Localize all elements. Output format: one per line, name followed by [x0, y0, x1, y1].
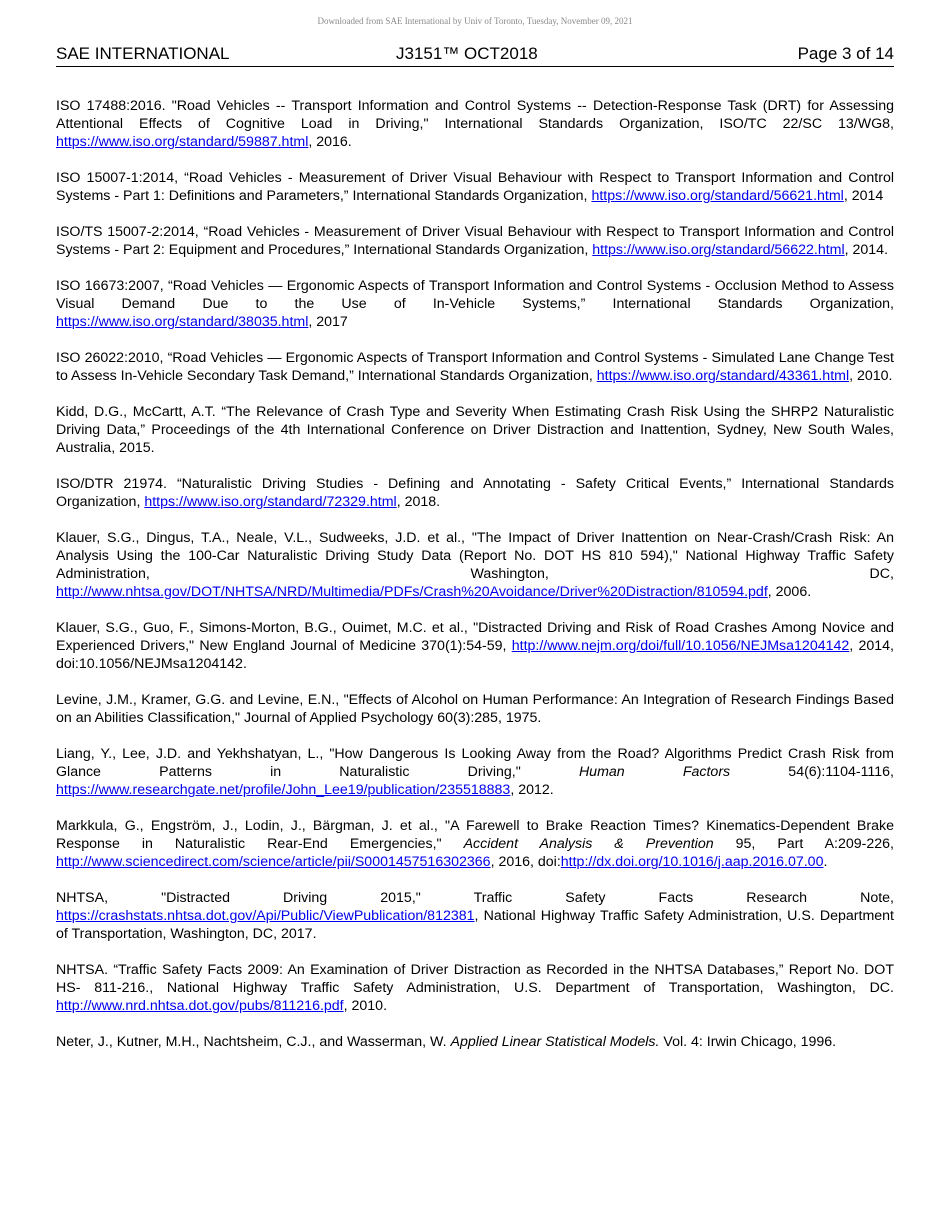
reference-link[interactable]: http://www.sciencedirect.com/science/article/pii/S0001457516302366 — [56, 854, 491, 870]
reference-item: Klauer, S.G., Dingus, T.A., Neale, V.L., Sudweeks, J.D. et al., "The Impact of Driver Inattention on Near-Crash/Crash Risk: An Analysis Using the 100-Car Naturalistic Driving Study Data (Report No. DOT HS 810 594)," National Highway Traffic Safety Administration, Washington, DC, http://www.nhtsa.gov/DOT/NHTSA/NRD/Multimedia/PDFs/Crash%20Avoidance/Driver%20Distraction/810594.pdf, 2006. — [56, 530, 894, 600]
reference-item: ISO 26022:2010, “Road Vehicles — Ergonomic Aspects of Transport Information and Control Systems - Simulated Lane Change Test to Assess In-Vehicle Secondary Task Demand,” International Standards Organization, https://www.iso.org/standard/43361.html, 2010. — [56, 350, 894, 384]
reference-link[interactable]: https://www.iso.org/standard/56621.html — [591, 188, 844, 204]
reference-link[interactable]: https://www.iso.org/standard/43361.html — [596, 368, 850, 384]
doi-link[interactable]: http://dx.doi.org/10.1016/j.aap.2016.07.00 — [560, 854, 824, 870]
reference-link[interactable]: https://www.researchgate.net/profile/John_Lee19/publication/235518883 — [56, 782, 511, 798]
reference-item: ISO 15007-1:2014, “Road Vehicles - Measurement of Driver Visual Behaviour with Respect to Transport Information and Control Systems - Part 1: Definitions and Parameters,” International Standards Organization, https://www.iso.org/standard/56621.html, 2014 — [56, 170, 894, 204]
reference-item: NHTSA, "Distracted Driving 2015," Traffic Safety Facts Research Note, https://crashstats.nhtsa.dot.gov/Api/Public/ViewPublication/812381, National Highway Traffic Safety Administration, U.S. Department of Transportation, Washington, DC, 2017. — [56, 890, 894, 942]
reference-link[interactable]: https://www.iso.org/standard/38035.html — [56, 314, 309, 330]
reference-link[interactable]: https://www.iso.org/standard/72329.html — [144, 494, 397, 510]
reference-link[interactable]: https://crashstats.nhtsa.dot.gov/Api/Public/ViewPublication/812381 — [56, 908, 475, 924]
reference-item: ISO/DTR 21974. “Naturalistic Driving Studies - Defining and Annotating - Safety Critical Events,” International Standards Organization, https://www.iso.org/standard/72329.html, 2018. — [56, 476, 894, 510]
header-doc-id: J3151™ OCT2018 — [396, 44, 538, 63]
reference-item: ISO 17488:2016. "Road Vehicles -- Transport Information and Control Systems -- Detection-Response Task (DRT) for Assessing Attentional Effects of Cognitive Load in Driving," International Standards Organization, ISO/TC 22/SC 13/WG8, https://www.iso.org/standard/59887.html, 2016. — [56, 98, 894, 150]
reference-item: Klauer, S.G., Guo, F., Simons-Morton, B.G., Ouimet, M.C. et al., "Distracted Driving and Risk of Road Crashes Among Novice and Experienced Drivers," New England Journal of Medicine 370(1):54-59, http://www.nejm.org/doi/full/10.1056/NEJMsa1204142, 2014, doi:10.1056/NEJMsa1204142. — [56, 620, 894, 672]
header-org: SAE INTERNATIONAL — [56, 44, 230, 63]
header-page-number: Page 3 of 14 — [797, 44, 894, 63]
reference-link[interactable]: https://www.iso.org/standard/59887.html — [56, 134, 309, 150]
reference-item: NHTSA. “Traffic Safety Facts 2009: An Examination of Driver Distraction as Recorded in the NHTSA Databases,” Report No. DOT HS- 811-216., National Highway Traffic Safety Administration, U.S. Department of Transportation, Washington, DC. http://www.nrd.nhtsa.dot.gov/pubs/811216.pdf, 2010. — [56, 962, 894, 1014]
reference-item: ISO 16673:2007, “Road Vehicles — Ergonomic Aspects of Transport Information and Control Systems - Occlusion Method to Assess Visual Demand Due to the Use of In-Vehicle Systems,” International Standards Organization, https://www.iso.org/standard/38035.html, 2017 — [56, 278, 894, 330]
reference-link[interactable]: http://www.nrd.nhtsa.dot.gov/pubs/811216.pdf — [56, 998, 344, 1014]
reference-item: Levine, J.M., Kramer, G.G. and Levine, E.N., "Effects of Alcohol on Human Performance: An Integration of Research Findings Based on an Abilities Classification," Journal of Applied Psychology 60(3):285, 1975. — [56, 692, 894, 726]
download-watermark: Downloaded from SAE International by Univ of Toronto, Tuesday, November 09, 2021 — [317, 16, 633, 26]
reference-list — [56, 97, 894, 1069]
reference-item: Liang, Y., Lee, J.D. and Yekhshatyan, L., "How Dangerous Is Looking Away from the Road? Algorithms Predict Crash Risk from Glance Patterns in Naturalistic Driving," Human Factors 54(6):1104-1116, https://www.researchgate.net/profile/John_Lee19/publication/235518883, 2012. — [56, 746, 894, 798]
reference-link[interactable]: https://www.iso.org/standard/56622.html — [592, 242, 845, 258]
reference-item: Neter, J., Kutner, M.H., Nachtsheim, C.J., and Wasserman, W. Applied Linear Statistical Models. Vol. 4: Irwin Chicago, 1996. — [56, 1034, 837, 1050]
reference-link[interactable]: http://www.nejm.org/doi/full/10.1056/NEJMsa1204142 — [511, 638, 850, 654]
reference-link[interactable]: http://www.nhtsa.gov/DOT/NHTSA/NRD/Multimedia/PDFs/Crash%20Avoidance/Driver%20Distraction/810594.pdf — [56, 584, 768, 600]
reference-item: ISO/TS 15007-2:2014, “Road Vehicles - Measurement of Driver Visual Behaviour with Respect to Transport Information and Control Systems - Part 2: Equipment and Procedures,” International Standards Organization, https://www.iso.org/standard/56622.html, 2014. — [56, 224, 894, 258]
reference-item: Kidd, D.G., McCartt, A.T. “The Relevance of Crash Type and Severity When Estimating Crash Risk Using the SHRP2 Naturalistic Driving Data,” Proceedings of the 4th International Conference on Driver Distraction and Inattention, Sydney, New South Wales, Australia, 2015. — [56, 404, 894, 456]
reference-item: Markkula, G., Engström, J., Lodin, J., Bärgman, J. et al., "A Farewell to Brake Reaction Times? Kinematics-Dependent Brake Response in Naturalistic Rear-End Emergencies," Accident Analysis & Prevention 95, Part A:209-226, http://www.sciencedirect.com/science/article/pii/S0001457516302366, 2016, doi:http://dx.doi.org/10.1016/j.aap.2016.07.00. — [56, 818, 894, 870]
page-header — [56, 44, 894, 67]
